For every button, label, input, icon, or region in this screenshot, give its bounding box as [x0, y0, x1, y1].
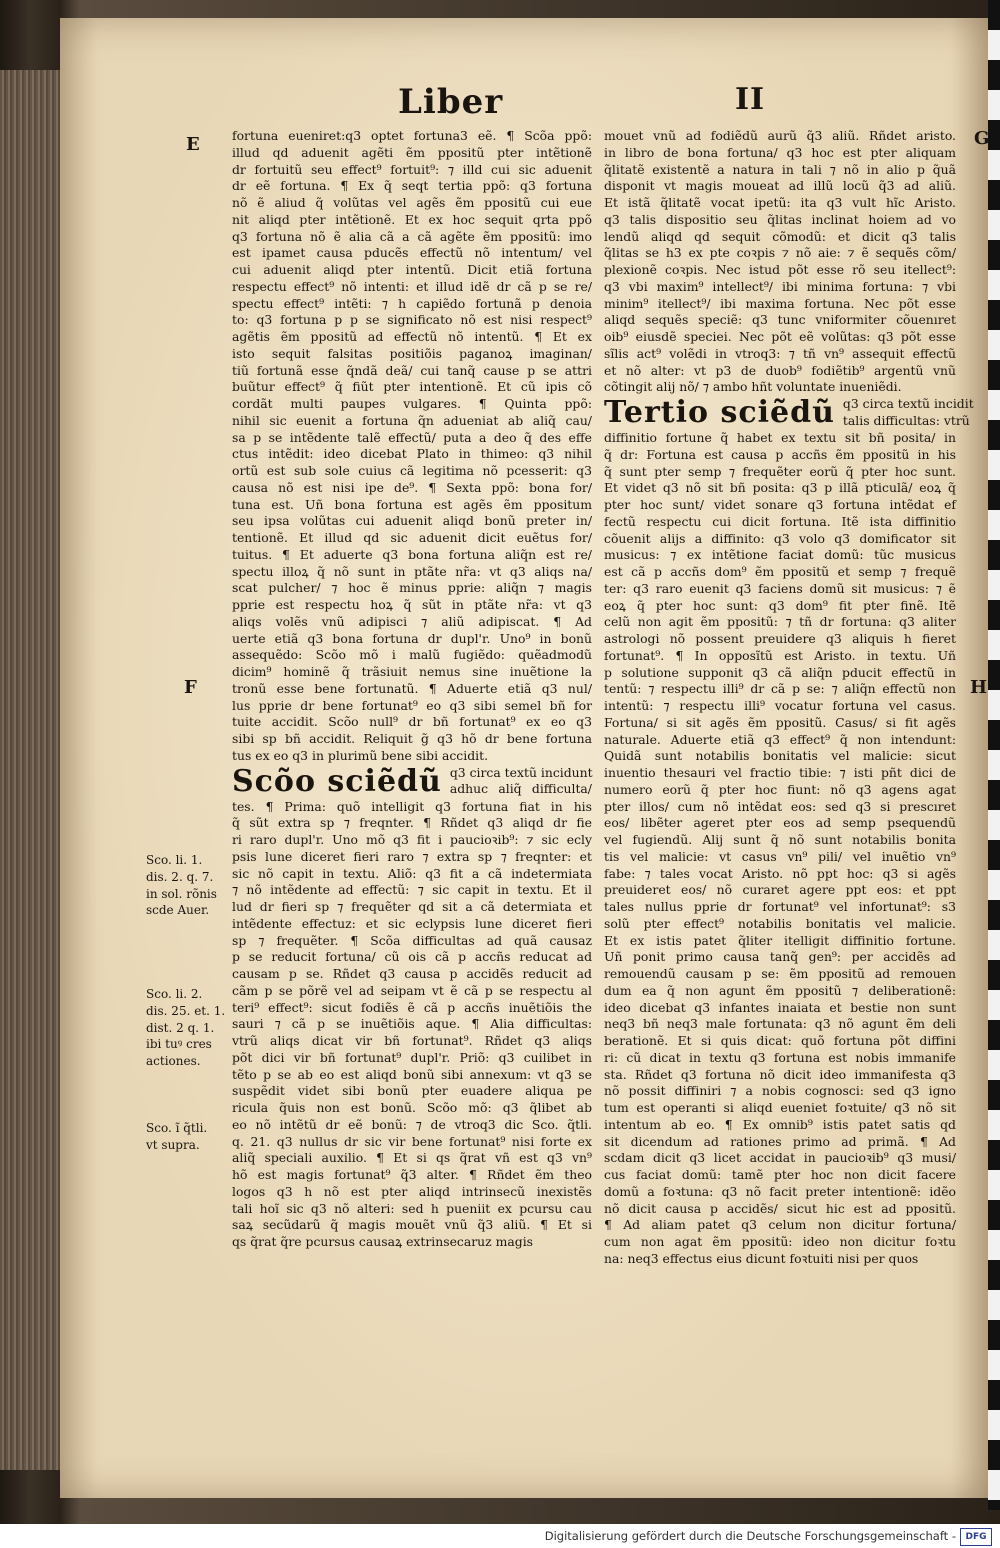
text-line: q̃ dr: Fortuna est causa p accñs ẽm ppositũ in his: [604, 446, 956, 462]
text-line: nõ ẽ aliud q̃ volũtas vel agẽs ẽm ppositũ cui eue: [232, 195, 592, 210]
text-line: cordãt multi paupes vulgares. ¶ Quinta ppõ:: [232, 396, 592, 411]
left-column-paragraph: [232, 799, 592, 1251]
text-line: pter illos/ cum nõ intẽdat eos: sed q3 si prescıret: [604, 798, 956, 814]
text-line: q̃litatẽ existentẽ a natura in tali ⁊ nõ in alio p q̃uã: [604, 161, 956, 177]
text-line: sauri ⁊ cã p se inuẽtiõis aque. ¶ Alia difficultas:: [232, 1016, 592, 1032]
margin-note-line: vt supra.: [146, 1137, 200, 1152]
text-line: cõuenit alijs a diffinito: q3 volo q3 domificator sit: [604, 530, 956, 546]
text-line: est cã p accñs dom⁹ ẽm ppositũ et semp ⁊ frequẽ: [604, 564, 956, 579]
text-line: ctus intẽdit: ideo dicebat Plato in thimeo: q3 nihil: [232, 446, 592, 462]
text-line: q3 fortuna nõ ẽ alia cã a cã agẽte ẽm ppositũ: imo: [232, 228, 592, 244]
text-line: sĩlis act⁹ volẽdi in vtroq3: ⁊ tñ vn⁹ assequit effectũ: [604, 345, 956, 361]
margin-note-line: Sco. ĩ q̃tli.: [146, 1121, 208, 1135]
text-line: aliqd sequẽs speciẽ: q3 tunc vniformiter cõuenıret: [604, 312, 956, 328]
margin-letter-h: H: [970, 677, 988, 698]
text-line: diffinitio fortune q̃ habet ex textu sit bñ posita/ in: [604, 430, 956, 445]
text-line: numero eorũ q̃ pter hoc fiunt: nõ q3 agens agat: [604, 781, 956, 797]
text-line: sibi sp bñ accidit. Reliquit g̃ q3 hõ dr bene fortuna: [232, 731, 592, 746]
text-line: q̃ sũt extra sp ⁊ freqnter. ¶ Rñdet q3 aliqd dr fie: [232, 815, 592, 831]
text-line: seu ipsa volũtas cui aduenit aliqd bonũ preter in/: [232, 513, 592, 529]
text-line: vel fugiendũ. Alij sunt q̃ nõ sunt notabilis bonita: [604, 832, 956, 847]
text-line: suspẽdit videt sibi bonũ pter euadere aliqua pe: [232, 1083, 592, 1099]
text-line: tuitus. ¶ Et aduerte q3 bona fortuna aliq̃n est re/: [232, 546, 592, 562]
text-line: scdam dicit q3 licet accidat in paucioꝛib⁹ q3 musi/: [604, 1150, 956, 1166]
text-line: sit dicendum ad rationes primo ad primã. ¶ Ad: [604, 1133, 956, 1149]
text-line: ri raro dupl'r. Uno mõ q3 fit i paucioꝛib⁹: ⁊ sic ecly: [232, 832, 592, 847]
text-line: tiũ fortunã esse q̃ndã deã/ cui tanq̃ cause p se attri: [232, 362, 592, 378]
text-line: ri: cũ dicat in textu q3 fortuna est nobis immanife: [604, 1049, 956, 1065]
text-line: solũ pter effect⁹ notabilis bonitatis vel malicie.: [604, 915, 956, 931]
text-line: eo nõ intẽtũ dr eẽ bonũ: ⁊ de vtroq3 dic Sco. q̃tli.: [232, 1116, 592, 1132]
margin-note-line: ibi tuꝰ cres: [146, 1037, 212, 1052]
heading-continuation-line: adhuc aliq̃ difficulta/: [449, 781, 592, 797]
text-line: astrologi nõ possent preuidere q3 aliquis h fieret: [604, 631, 956, 646]
text-line: Et ex istis patet q̃liter itelligit diffinitio fortune.: [604, 932, 956, 948]
text-line: celũ non agit ẽm ppositũ: ⁊ tñ dr fortuna: q3 aliter: [604, 614, 956, 630]
text-line: cõtingit alij nõ/ ⁊ ambo hñt voluntate inueniẽdi.: [604, 379, 902, 395]
text-line: ter: q3 raro euenit q3 faciens domũ sit musicus: ⁊ ẽ: [604, 580, 956, 596]
text-line: saꝝ secũdarũ q̃ magis mouẽt vnũ q̃3 aliũ. ¶ Et si: [232, 1217, 592, 1233]
text-line: pter hoc sunt/ videt sonare q3 fortuna intẽdat ef: [604, 497, 956, 512]
text-line: spectu effect⁹ intẽti: ⁊ h capiẽdo fortunã p denoia: [232, 295, 592, 311]
text-line: tali hoĩ sic q3 nõ alteri: sed h pueniit ex pcursu cau: [232, 1200, 592, 1216]
text-line: uerte etiã q3 bona fortuna dr dupl'r. Uno⁹ in bonũ: [232, 630, 592, 646]
margin-letter-g: G: [974, 128, 990, 149]
left-text-column: [232, 128, 592, 1251]
footer-bar: [0, 1524, 1000, 1548]
text-line: ortũ est sub sole cuius cã legitima nõ pcesserit: q3: [232, 463, 592, 478]
text-line: eoꝝ q̃ pter hoc sunt: q3 dom⁹ fit pter finẽ. Itẽ: [604, 597, 956, 613]
text-line: to: q3 fortuna p p se significato nõ est nisi respect⁹: [232, 312, 592, 328]
text-line: in libro de bona fortuna/ q3 hoc est pter aliquam: [604, 144, 956, 160]
text-line: assequẽdo: Scõo mõ i malũ fugiẽdo: quẽadmodũ: [232, 647, 592, 663]
margin-note-line: Sco. li. 1.: [146, 853, 203, 867]
text-line: ⁊ nõ intẽdente ad effectũ: ⁊ sic capit in textu. Et il: [232, 882, 592, 898]
text-line: p se reducit fortuna/ cũ ois cã p accñs reducat ad: [232, 949, 592, 965]
margin-note-line: dis. 25. et. 1.: [146, 1003, 226, 1018]
text-line: na: neq3 effectus eius dicunt foꝛtuiti nisi per quos: [604, 1250, 919, 1266]
margin-note-line: actiones.: [146, 1054, 201, 1068]
text-line: intẽdente effectuz: et sic eclypsis lune diceret fieri: [232, 915, 592, 931]
text-line: hõ est magis fortunat⁹ q̃3 alter. ¶ Rñdet ẽm theo: [232, 1167, 592, 1182]
text-line: berationẽ. Et si quis dicat: quõ fortuna põt diffini: [604, 1033, 956, 1048]
text-line: dr eẽ fortuna. ¶ Ex q̃ seqt tertia ppõ: q3 fortuna: [232, 178, 592, 194]
text-line: lus pprie dr bene fortunat⁹ eo q3 sibi semel bñ for: [232, 697, 592, 713]
text-line: pprie est respectu hoꝝ q̃ sũt in ptãte nr̃a: vt q3: [232, 597, 592, 612]
text-line: remouendũ causam p se: ẽm ppositũ ad remouen: [604, 966, 956, 981]
text-line: spectu illoꝝ q̃ nõ sunt in ptãte nr̃a: vt q3 aliqs na/: [232, 563, 592, 579]
text-line: Et videt q3 nõ sit bñ posita: q3 p illã pticulã/ eoꝝ q̃: [604, 480, 956, 496]
text-line: agẽtis ẽm ppositũ ad effectũ nõ intentũ. ¶ Et ex: [232, 329, 592, 344]
right-column-paragraph: [604, 430, 956, 1268]
text-line: q̃ sunt pter semp ⁊ frequẽter eorũ q̃ pter hoc sunt.: [604, 463, 956, 479]
text-line: q3 vbi maxim⁹ intellect⁹/ ibi minima fortuna: ⁊ vbi: [604, 278, 956, 294]
text-line: scat pulcher/ ⁊ hoc ẽ minus pprie: aliq̃n ⁊ magis: [232, 580, 592, 596]
digitization-credit: Digitalisierung gefördert durch die Deutsche Forschungsgemeinschaft -: [544, 1529, 956, 1543]
text-line: dum ea q̃ non agunt ẽm ppositũ ⁊ deliberationẽ:: [604, 982, 956, 998]
text-line: oib⁹ eiusdẽ speciei. Nec põt eẽ volũtas: q3 põt esse: [604, 329, 956, 344]
text-line: nõ possit diffiniri ⁊ a nobis cognosci: sed q3 igno: [604, 1083, 956, 1099]
text-line: cui aduenit aliqd pter intentũ. Dicit etiã fortuna: [232, 262, 592, 277]
scan-ruler: [988, 0, 1000, 1510]
text-line: nihil sic euenit a fortuna q̃n adueniat ab aliq̃ cau/: [232, 412, 592, 428]
text-line: mouet vnũ ad fodiẽdũ aurũ q̃3 aliũ. Rñdet aristo.: [604, 128, 956, 143]
text-line: disponit vt magis moueat ad illũ locũ q̃3 ad aliũ.: [604, 178, 956, 194]
text-line: dr fortuitũ seu effect⁹ fortuit⁹: ⁊ illd cui sic aduenit: [232, 161, 592, 177]
right-section-heading-row: [604, 395, 974, 430]
left-column-paragraph: [232, 128, 592, 765]
right-column-paragraph: [604, 128, 956, 396]
text-line: est ipamet causa pducẽs effectũ nõ intentum/ vel: [232, 245, 592, 261]
left-section-heading-row: [232, 765, 592, 799]
section-heading-scdo-sciendu: Scõo sciẽdũ: [232, 763, 442, 799]
text-line: respectu effect⁹ nõ intenti: et illud idẽ dr cã p se re/: [232, 278, 592, 294]
text-line: tis vel malicie: vt casus vn⁹ pili/ vel inuẽtio vn⁹: [604, 848, 956, 864]
text-line: fortuna eueniret:q3 optet fortuna3 eẽ. ¶ Scõa ppõ:: [232, 128, 592, 143]
text-line: neq3 bñ neq3 male fortunata: q3 nõ agunt ẽm deli: [604, 1016, 956, 1032]
text-line: logos q3 h nõ est pter aliqd intrinsecũ inexistẽs: [232, 1183, 592, 1199]
text-line: cãm p se põrẽ vel ad seipam vt ẽ cã p se respectu al: [232, 982, 592, 998]
text-line: tronũ esse bene fortunatũ. ¶ Aduerte etiã q3 nul/: [232, 680, 592, 696]
text-line: eos/ libẽter ageret pter eos ad semp psequendũ: [604, 815, 956, 831]
text-line: ricula q̃uis non est bonũ. Scõo mõ: q3 q̃libet ab: [232, 1100, 592, 1115]
text-line: plexionẽ coꝛpis. Nec istud põt esse rõ seu itellect⁹:: [604, 262, 956, 277]
heading-continuation-line: talis difficultas: vtrũ: [842, 412, 970, 428]
text-line: intentum ab eo. ¶ Ex omnib⁹ istis patet satis qd: [604, 1116, 956, 1132]
running-header-book-number: II: [735, 82, 766, 117]
section-heading-tertio-sciendu: Tertio sciẽdũ: [604, 395, 835, 430]
margin-note-line: Sco. li. 2.: [146, 987, 203, 1001]
text-line: tuna est. Uñ bona fortuna est agẽs ẽm ppositum: [232, 496, 592, 512]
text-line: isto sequit falsitas positiõis paganoꝝ imaginan/: [232, 345, 592, 361]
running-header-liber: Liber: [398, 82, 504, 122]
margin-note-2: [146, 986, 225, 1070]
margin-letter-f: F: [184, 677, 197, 698]
margin-note-line: dist. 2 q. 1.: [146, 1020, 215, 1035]
text-line: ideo dicebat q3 infantes inaiata et bestie non sunt: [604, 999, 956, 1015]
text-line: causa nõ est nisi ipe de⁹. ¶ Sexta ppõ: bona for/: [232, 479, 592, 495]
text-line: inuentio thesauri vel fractio tibie: ⁊ isti pñt dici de: [604, 765, 956, 780]
text-line: fectũ respectu cui dicit fortuna. Itẽ ista diffinitio: [604, 513, 956, 529]
text-line: sic nõ capit in textu. Aliõ: q3 fit a cã indetermiata: [232, 865, 592, 881]
text-line: Fortuna/ si sit agẽs ẽm ppositũ. Casus/ si fit agẽs: [604, 714, 956, 730]
text-line: minim⁹ itellect⁹/ ibi maxima fortuna. Nec põt esse: [604, 295, 956, 311]
right-text-column: [604, 128, 974, 1268]
text-line: fabe: ⁊ tales vocat Aristo. nõ ppt hoc: q3 si agẽs: [604, 865, 956, 881]
text-line: ¶ Ad aliam patet q3 celum non dicitur fortuna/: [604, 1217, 956, 1233]
text-line: vtrũ aliqs dicat vir bñ fortunat⁹. Rñdet q3 aliqs: [232, 1033, 592, 1048]
text-line: q3 talis dispositio seu q̃litas inclinat hoiem ad vo: [604, 211, 956, 227]
margin-note-1: [146, 852, 217, 919]
text-line: tes. ¶ Prima: quõ intelligit q3 fortuna fiat in his: [232, 798, 592, 814]
text-line: musicus: ⁊ ex intẽtione faciat domũ: tũc musicus: [604, 547, 956, 563]
text-line: aliq̃ speciali auxilio. ¶ Et si qs q̃rat vñ est q3 vn⁹: [232, 1150, 592, 1166]
text-line: tẽto p se ab eo est aliqd bonũ sibi annexum: vt q3 se: [232, 1066, 592, 1082]
text-line: p solutione supponit q3 cã aliq̃n pducit effectũ in: [604, 664, 956, 680]
text-line: et nõ alter: vt p3 de duob⁹ fodiẽtib⁹ argentũ vnũ: [604, 362, 956, 378]
text-line: fortunat⁹. ¶ In opposĩtũ est Aristo. in textu. Uñ: [604, 647, 956, 663]
dfg-logo: DFG: [960, 1528, 992, 1546]
heading-continuation-line: q3 circa textũ incidit: [842, 396, 974, 411]
text-line: nit aliqd pter intẽtionẽ. Et ex hoc sequit qrta ppõ: [232, 211, 592, 227]
text-line: tentionẽ. Et illud qd sic aduenit dicit euẽtus for/: [232, 530, 592, 545]
text-line: q. 21. q3 nullus dr sic vir bene fortunat⁹ nisi forte ex: [232, 1133, 592, 1149]
text-line: illud qd aduenit agẽti ẽm ppositũ pter intẽtionẽ: [232, 144, 592, 160]
text-line: buũtur effect⁹ q̃ fiũt pter intentionẽ. Et cũ ipis cõ: [232, 379, 592, 395]
text-line: sp ⁊ frequẽter. ¶ Scõa difficultas ad quã causaz: [232, 932, 592, 948]
text-line: tus ex eo q3 in plurimũ bene sibi accidit.: [232, 747, 489, 763]
text-line: tentũ: ⁊ respectu illi⁹ dr cã p se: ⁊ aliq̃n effectũ non: [604, 681, 956, 697]
margin-letter-e: E: [186, 134, 200, 155]
text-line: q̃litas se h3 ex pte coꝛpis ⁊ nõ aie: ⁊ ẽ sequẽs cõm/: [604, 245, 956, 261]
text-line: preuideret eos/ nõ curaret agere ppt eos: et ppt: [604, 882, 956, 898]
heading-continuation-line: q3 circa textũ incidunt: [449, 764, 593, 780]
text-line: Quidã sunt notabilis bonitatis vel malicie: sicut: [604, 748, 956, 764]
margin-note-line: dis. 2. q. 7.: [146, 869, 214, 884]
text-line: lud dr fieri sp ⁊ frequẽter qd sit a cã determiata et: [232, 899, 592, 914]
text-line: tales nullus pprie dr fortunat⁹ vel infortunat⁹: s3: [604, 899, 956, 914]
text-line: nõ dicit causa p accidẽs/ sicut hic est ad ppositũ.: [604, 1200, 956, 1216]
text-line: naturale. Aduerte etiã q3 effect⁹ q̃ non intendunt:: [604, 731, 956, 747]
text-line: cus faciat domũ: tamẽ pter hoc non dicit facere: [604, 1167, 956, 1182]
text-line: domũ a foꝛtuna: q3 nõ facit preter intentionẽ: idẽo: [604, 1183, 956, 1199]
text-line: cum non agat ẽm ppositũ: ideo non dicitur foꝛtu: [604, 1234, 956, 1249]
margin-note-3: [146, 1120, 207, 1154]
text-line: causam p se. Rñdet q3 causa p accidẽs reducit ad: [232, 966, 592, 981]
text-line: sa p se intẽdente talẽ effectũ/ puta a deo q̃ des effe: [232, 429, 592, 445]
text-line: Et istã q̃litatẽ vocat ipetũ: ita q3 vult hĩc Aristo.: [604, 195, 956, 210]
book-page-edges: [0, 70, 62, 1470]
text-line: qs q̃rat q̃re pcursus causaꝝ extrinsecaruz magis: [232, 1234, 534, 1249]
text-line: lendũ aliqd qd sequit cõmodũ: et dicit q3 talis: [604, 228, 956, 244]
text-line: teri⁹ effect⁹: sicut fodiẽs ẽ cã p accñs inuẽtiõis the: [232, 999, 592, 1015]
margin-note-line: in sol. rõnis: [146, 886, 217, 901]
text-line: intentũ: ⁊ respectu illi⁹ vocatur fortuna vel casus.: [604, 698, 956, 713]
text-line: sta. Rñdet q3 fortuna nõ dicit ideo immanifesta q3: [604, 1066, 956, 1082]
text-line: Uñ ponit primo causa tanq̃ gen⁹: per accidẽs ad: [604, 949, 956, 965]
text-line: dicim⁹ hominẽ q̃ trãsiuit nemus sine inuẽtione la: [232, 664, 592, 679]
text-line: aliqs volẽs vnũ adipisci ⁊ aliũ adipiscat. ¶ Ad: [232, 613, 592, 629]
text-line: tum est operanti si aliqd eueniet foꝛtuite/ q3 nõ sit: [604, 1100, 956, 1115]
text-line: põt dici vir bñ fortunat⁹ dupl'r. Priõ: q3 cuilibet in: [232, 1049, 592, 1065]
margin-note-line: scde Auer.: [146, 903, 210, 918]
text-line: psis lune diceret fieri raro ⁊ extra sp ⁊ freqnter: et: [232, 848, 592, 864]
text-line: tuite accidit. Scõo null⁹ dr bñ fortunat⁹ ex eo q3: [232, 714, 592, 730]
